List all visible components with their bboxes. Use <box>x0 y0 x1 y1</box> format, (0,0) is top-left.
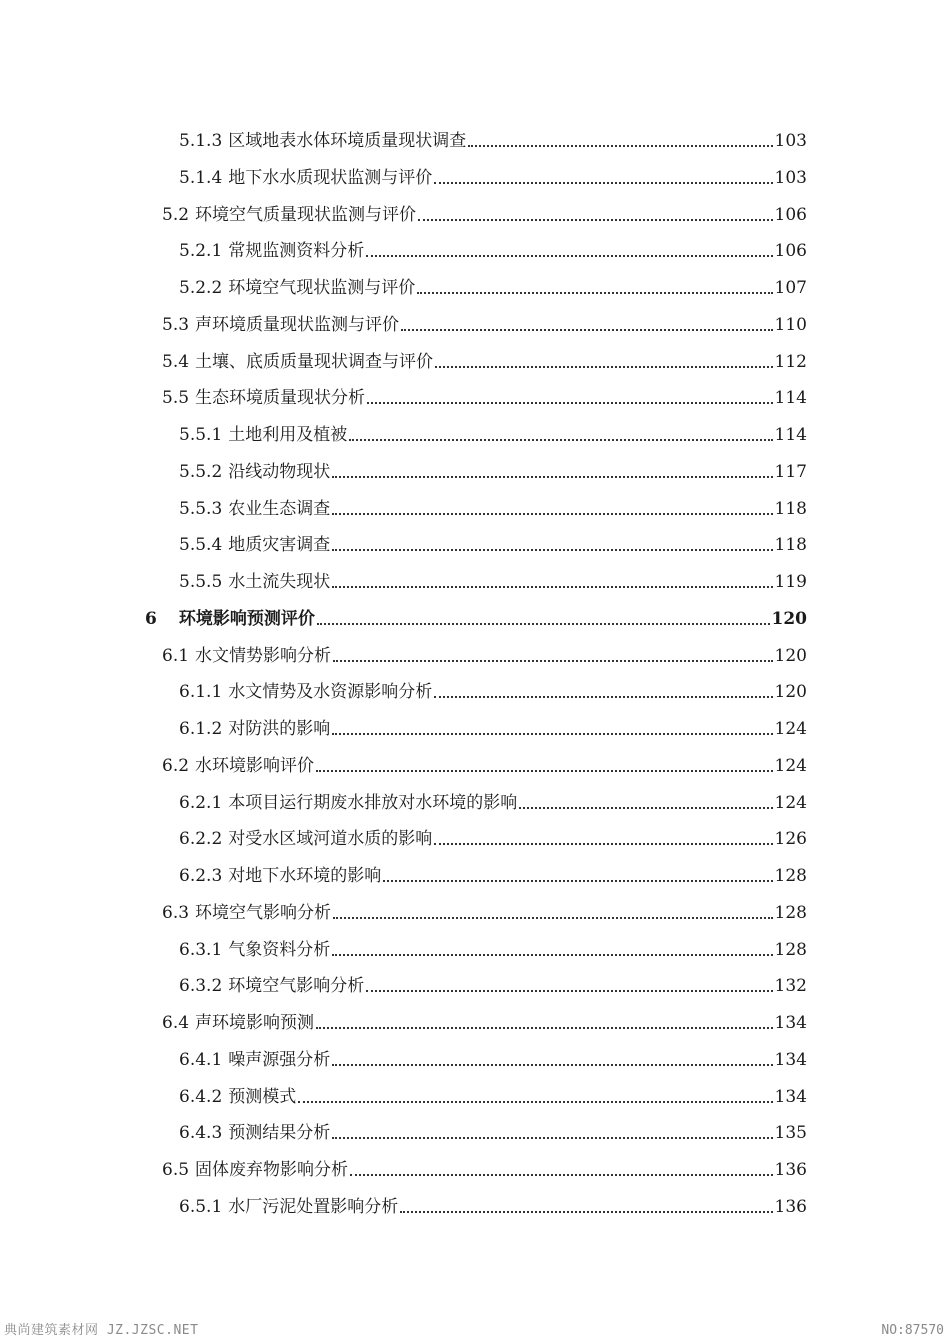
toc-dot-leader <box>332 1137 772 1139</box>
toc-entry-title: 地下水水质现状监测与评价 <box>228 168 433 188</box>
toc-entry-title: 生态环境质量现状分析 <box>195 388 366 408</box>
toc-entry-number: 6.2.1 <box>179 793 223 813</box>
toc-entry-number: 5.1.3 <box>179 131 223 151</box>
toc-dot-leader <box>349 439 772 441</box>
toc-entry[interactable] <box>162 749 807 777</box>
toc-entry[interactable] <box>179 124 807 152</box>
toc-entry-page: 106 <box>774 205 807 225</box>
toc-entry-page: 120 <box>774 646 807 666</box>
toc-entry-title: 对防洪的影响 <box>228 719 331 739</box>
toc-entry-title: 常规监测资料分析 <box>228 241 365 261</box>
toc-dot-leader <box>400 1211 772 1213</box>
toc-dot-leader <box>366 255 772 257</box>
toc-entry-number: 5.4 <box>162 352 190 372</box>
toc-dot-leader <box>316 1027 773 1029</box>
toc-entry-title: 预测结果分析 <box>228 1123 331 1143</box>
toc-dot-leader <box>519 807 772 809</box>
toc-entry-page: 134 <box>774 1013 807 1033</box>
toc-entry[interactable] <box>179 271 807 299</box>
toc-entry-page: 117 <box>774 462 807 482</box>
toc-entry-title: 环境空气质量现状监测与评价 <box>195 205 417 225</box>
toc-entry-title: 环境空气现状监测与评价 <box>228 278 416 298</box>
toc-entry-title: 噪声源强分析 <box>228 1050 331 1070</box>
toc-entry[interactable] <box>162 639 807 667</box>
toc-entry-number: 6.3 <box>162 903 190 923</box>
toc-entry[interactable] <box>179 859 807 887</box>
toc-entry-page: 120 <box>771 609 807 629</box>
toc-entry[interactable] <box>179 161 807 189</box>
toc-dot-leader <box>332 1064 772 1066</box>
toc-entry-page: 128 <box>774 903 807 923</box>
toc-entry-number: 6.4.1 <box>179 1050 223 1070</box>
toc-entry-number: 5.2 <box>162 205 190 225</box>
toc-entry-page: 119 <box>774 572 807 592</box>
toc-entry[interactable] <box>179 1116 807 1144</box>
toc-entry[interactable] <box>179 969 807 997</box>
toc-entry-title: 沿线动物现状 <box>228 462 331 482</box>
toc-entry-page: 128 <box>774 940 807 960</box>
toc-entry[interactable] <box>179 675 807 703</box>
toc-dot-leader <box>383 880 772 882</box>
toc-entry-page: 135 <box>774 1123 807 1143</box>
toc-entry-number: 6.4.2 <box>179 1087 223 1107</box>
toc-entry-page: 124 <box>774 756 807 776</box>
toc-dot-leader <box>332 476 772 478</box>
toc-entry[interactable] <box>179 528 807 556</box>
toc-entry[interactable] <box>179 822 807 850</box>
toc-entry-title: 环境空气影响分析 <box>195 903 332 923</box>
toc-entry-page: 124 <box>774 793 807 813</box>
toc-entry-page: 134 <box>774 1050 807 1070</box>
toc-entry-number: 6.3.1 <box>179 940 223 960</box>
toc-entry-title: 对受水区域河道水质的影响 <box>228 829 433 849</box>
toc-entry-number: 6 <box>145 609 157 629</box>
toc-dot-leader <box>401 329 773 331</box>
toc-entry-number: 5.2.1 <box>179 241 223 261</box>
toc-entry-page: 103 <box>774 131 807 151</box>
toc-entry-number: 5.3 <box>162 315 190 335</box>
toc-entry-number: 5.2.2 <box>179 278 223 298</box>
toc-entry-number: 6.4.3 <box>179 1123 223 1143</box>
toc-entry-number: 6.3.2 <box>179 976 223 996</box>
toc-entry[interactable] <box>162 381 807 409</box>
toc-entry-page: 118 <box>774 535 807 555</box>
toc-entry-title: 对地下水环境的影响 <box>228 866 382 886</box>
toc-entry-page: 120 <box>774 682 807 702</box>
toc-entry-number: 6.1 <box>162 646 190 666</box>
toc-entry-number: 6.1.2 <box>179 719 223 739</box>
toc-entry-number: 5.1.4 <box>179 168 223 188</box>
toc-entry-title: 水环境影响评价 <box>195 756 315 776</box>
toc-entry-page: 136 <box>774 1197 807 1217</box>
toc-entry-title: 环境影响预测评价 <box>178 609 315 629</box>
toc-dot-leader <box>435 366 773 368</box>
toc-entry-title: 气象资料分析 <box>228 940 331 960</box>
toc-dot-leader <box>317 623 770 625</box>
toc-entry[interactable] <box>179 786 807 814</box>
toc-entry-number: 5.5.5 <box>179 572 223 592</box>
toc-entry-title: 农业生态调查 <box>228 499 331 519</box>
toc-entry-page: 132 <box>774 976 807 996</box>
toc-entry[interactable] <box>179 234 807 262</box>
toc-entry-title: 预测模式 <box>228 1087 297 1107</box>
toc-dot-leader <box>333 917 773 919</box>
watermark-number: NO:87570 <box>881 1323 944 1338</box>
toc-dot-leader <box>332 513 772 515</box>
toc-entry-page: 118 <box>774 499 807 519</box>
toc-entry[interactable] <box>162 198 807 226</box>
toc-entry-title: 水文情势影响分析 <box>195 646 332 666</box>
toc-dot-leader <box>366 990 772 992</box>
toc-dot-leader <box>434 182 772 184</box>
toc-entry-title: 土壤、底质质量现状调查与评价 <box>195 352 434 372</box>
toc-entry-title: 地质灾害调查 <box>228 535 331 555</box>
toc-dot-leader <box>418 219 773 221</box>
toc-entry-number: 6.4 <box>162 1013 190 1033</box>
toc-entry-page: 110 <box>774 315 807 335</box>
toc-entry[interactable] <box>162 308 807 336</box>
toc-entry-number: 5.5.3 <box>179 499 223 519</box>
toc-dot-leader <box>417 292 772 294</box>
toc-entry[interactable] <box>179 1043 807 1071</box>
toc-entry-number: 6.2.2 <box>179 829 223 849</box>
toc-dot-leader <box>332 733 772 735</box>
toc-entry-title: 区域地表水体环境质量现状调查 <box>228 131 467 151</box>
toc-entry-title: 水文情势及水资源影响分析 <box>228 682 433 702</box>
toc-entry-title: 环境空气影响分析 <box>228 976 365 996</box>
toc-entry[interactable] <box>162 1006 807 1034</box>
toc-entry[interactable] <box>179 1190 807 1218</box>
toc-dot-leader <box>367 402 773 404</box>
toc-entry-page: 134 <box>774 1087 807 1107</box>
toc-entry[interactable] <box>179 1080 807 1108</box>
toc-entry[interactable] <box>179 418 807 446</box>
toc-entry-title: 本项目运行期废水排放对水环境的影响 <box>228 793 518 813</box>
toc-entry-page: 112 <box>774 352 807 372</box>
toc-entry-title: 土地利用及植被 <box>228 425 348 445</box>
toc-entry[interactable] <box>179 933 807 961</box>
toc-dot-leader <box>468 145 772 147</box>
toc-entry-title: 固体废弃物影响分析 <box>195 1160 349 1180</box>
toc-dot-leader <box>332 586 772 588</box>
toc-dot-leader <box>434 843 772 845</box>
toc-dot-leader <box>434 696 772 698</box>
toc-entry-number: 6.1.1 <box>179 682 223 702</box>
toc-entry-page: 103 <box>774 168 807 188</box>
toc-entry[interactable] <box>179 492 807 520</box>
toc-entry[interactable] <box>145 602 807 630</box>
toc-entry-number: 5.5.4 <box>179 535 223 555</box>
toc-entry[interactable] <box>162 896 807 924</box>
toc-entry-page: 114 <box>774 388 807 408</box>
toc-entry-number: 5.5.1 <box>179 425 223 445</box>
toc-entry[interactable] <box>179 455 807 483</box>
toc-entry[interactable] <box>162 1153 807 1181</box>
toc-dot-leader <box>350 1174 773 1176</box>
watermark-site: 典尚建筑素材网 JZ.JZSC.NET <box>4 1323 199 1338</box>
toc-entry-number: 6.5 <box>162 1160 190 1180</box>
toc-dot-leader <box>316 770 773 772</box>
toc-entry[interactable] <box>179 565 807 593</box>
toc-entry-title: 声环境影响预测 <box>195 1013 315 1033</box>
toc-entry-number: 5.5.2 <box>179 462 223 482</box>
toc-entry-title: 水厂污泥处置影响分析 <box>228 1197 399 1217</box>
toc-entry-page: 124 <box>774 719 807 739</box>
toc-entry-number: 6.5.1 <box>179 1197 223 1217</box>
toc-entry[interactable] <box>162 345 807 373</box>
toc-entry-title: 声环境质量现状监测与评价 <box>195 315 400 335</box>
toc-dot-leader <box>332 954 772 956</box>
toc-dot-leader <box>332 549 772 551</box>
toc-entry-title: 水土流失现状 <box>228 572 331 592</box>
toc-entry-number: 6.2 <box>162 756 190 776</box>
toc-entry-number: 6.2.3 <box>179 866 223 886</box>
toc-entry-page: 128 <box>774 866 807 886</box>
toc-entry-number: 5.5 <box>162 388 190 408</box>
toc-entry-page: 126 <box>774 829 807 849</box>
toc-entry-page: 136 <box>774 1160 807 1180</box>
toc-entry-page: 106 <box>774 241 807 261</box>
toc-entry-page: 107 <box>774 278 807 298</box>
toc-dot-leader <box>333 660 773 662</box>
toc-entry[interactable] <box>179 712 807 740</box>
toc-dot-leader <box>298 1101 772 1103</box>
toc-entry-page: 114 <box>774 425 807 445</box>
